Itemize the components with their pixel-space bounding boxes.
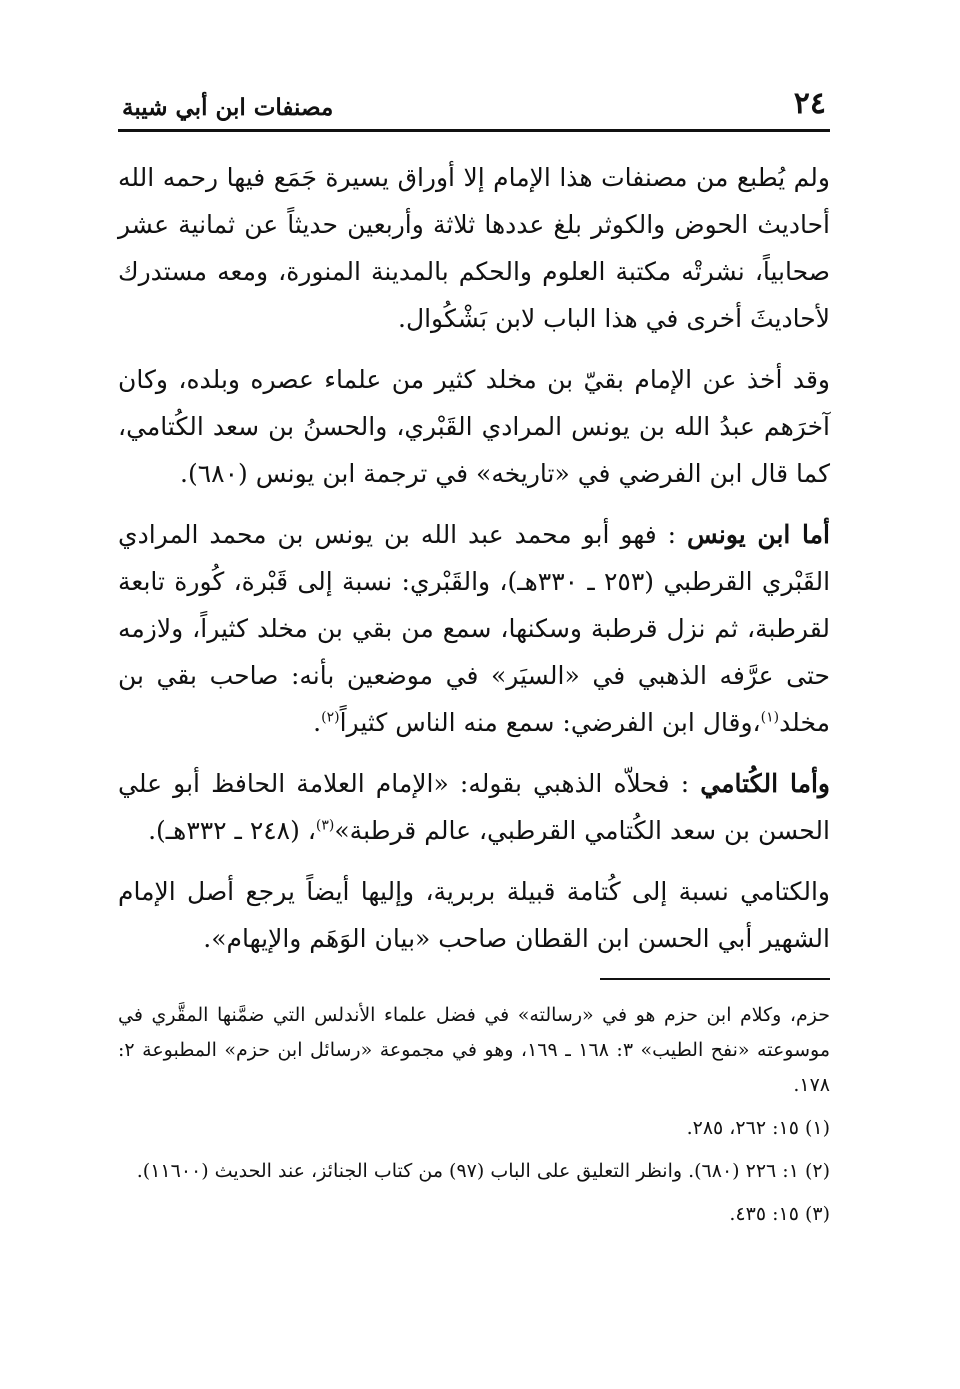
paragraph-text: والكتامي نسبة إلى كُتامة قبيلة بربرية، وإليها أيضاً يرجع أصل الإمام الشهير أبي الحسن ابن القطان صاحب «بيان الوَهَم والإيهام». [118,877,830,953]
paragraph [118,760,830,854]
footnote-reference[interactable]: (٣) [315,817,335,834]
paragraph-text: . [313,708,322,737]
page-header [118,80,830,132]
paragraph-text: ،وقال ابن الفرضي: سمع منه الناس كثيراً [339,708,761,737]
paragraph [118,154,830,342]
paragraph-text: : فهو أبو محمد عبد الله بن يونس بن محمد المرادي القَبْري القرطبي (٢٥٣ ـ ٣٣٠هـ)، والقَبْري: نسبة إلى قَبْرة، كُورة تابعة لقرطبة، ثم نزل قرطبة وسكنها، سمع من بقي بن مخلد كثيراً، ولازمه حتى عرَّفه الذهبي في «السيَر» في موضعين بأنه: صاحب بقي بن مخلد [118,520,831,737]
footnote: (١) ١٥: ٢٦٢، ٢٨٥. [686,1117,830,1139]
paragraph [118,868,830,962]
footnote-reference[interactable]: (١) [760,709,780,726]
paragraph-lead: أما ابن يونس [687,520,830,549]
footnote-reference[interactable]: (٢) [321,709,340,726]
main-text [118,154,830,962]
footnote-separator [600,978,830,980]
paragraph [118,511,830,746]
paragraph-text: وقد أخذ عن الإمام بقيّ بن مخلد كثير من علماء عصره وبلده، وكان آخرَهم عبدُ الله بن يونس المرادي القَبْري، والحسنُ بن سعد الكُتامي، كما قال ابن الفرضي في «تاريخه» في ترجمة ابن يونس (٦٨٠). [118,365,830,488]
paragraph-text: ولم يُطبع من مصنفات هذا الإمام إلا أوراق يسيرة جَمَع فيها رحمه الله أحاديث الحوض والكوثر بلغ عددها ثلاثة وأربعين حديثاً عن ثمانية عشر صحابياً، نشرتْه مكتبة العلوم والحكم بالمدينة المنورة، ومعه مستدرك لأحاديثَ أخرى في هذا الباب لابن بَشْكُوال. [118,163,830,333]
footnotes [118,998,830,1232]
footnote-continuation: حزم، وكلام ابن حزم هو في «رسالته» في فضل علماء الأندلس التي ضمَّنها المقَّري في موسوعته «نفح الطيب» ٣: ١٦٨ ـ ١٦٩، وهو في مجموعة «رسائل ابن حزم» المطبوعة ٢: ١٧٨. [118,1004,831,1096]
page-number: ٢٤ [793,86,826,121]
paragraph-text: ، (٢٤٨ ـ ٣٣٢هـ). [148,816,316,845]
paragraph-lead: وأما الكُتامي [700,769,830,798]
paragraph [118,356,830,497]
paragraph-text: : فحلاّه الذهبي بقوله: «الإمام العلامة الحافظ أبو علي الحسن بن سعد الكُتامي القرطبي، عالم قرطبة» [118,769,830,845]
running-title: مصنفات ابن أبي شيبة [122,94,334,121]
footnote: (٣) ١٥: ٤٣٥. [729,1203,830,1225]
book-page [118,80,830,1240]
footnote: (٢) ١: ٢٢٦ (٦٨٠). وانظر التعليق على الباب (٩٧) من كتاب الجنائز، عند الحديث (١١٦٠٠). [136,1160,830,1182]
